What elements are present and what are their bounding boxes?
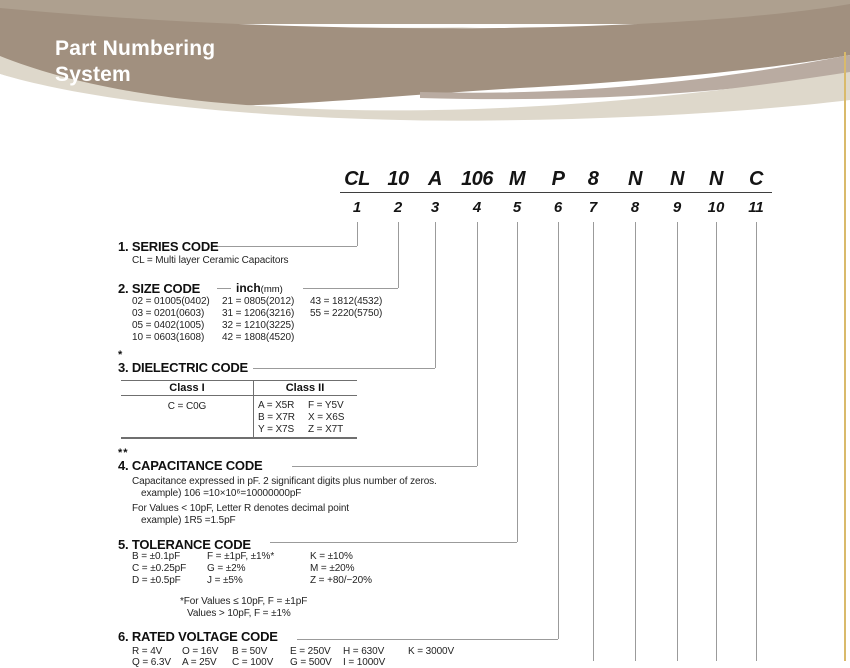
tolerance-item: K = ±10% [310, 551, 353, 562]
section-title-voltage: 6. RATED VOLTAGE CODE [118, 629, 278, 644]
position-digit-9: 9 [672, 199, 682, 216]
part-code-7: 8 [587, 168, 599, 190]
leader-vline-11 [756, 222, 757, 661]
tolerance-col3 [310, 551, 372, 587]
position-digit-7: 7 [588, 199, 598, 216]
tolerance-item: Z = +80/−20% [310, 575, 372, 586]
voltage-item: K = 3000V [408, 646, 455, 657]
size-unit-label [236, 281, 283, 295]
class2-row [253, 424, 357, 436]
leader-hline-capacitance [292, 466, 477, 467]
size-item: 02 = 01005(0402) [132, 296, 210, 307]
section-title-capacitance: 4. CAPACITANCE CODE [118, 458, 263, 473]
size-item: 21 = 0805(2012) [222, 296, 295, 307]
class2-cell: B = X7R [258, 412, 295, 423]
part-code-9: N [670, 168, 684, 190]
leader-hline-size [303, 288, 398, 289]
part-code-5: M [508, 168, 526, 190]
capacitance-line1: Capacitance expressed in pF. 2 significant digits plus number of zeros. [132, 476, 437, 487]
capacitance-footnote-marker: ** [118, 447, 129, 459]
size-col2 [222, 296, 294, 344]
voltage-item-partial: A = 25V [182, 657, 217, 668]
table-bottom-border [121, 437, 357, 439]
class1-value: C = C0G [167, 401, 207, 412]
leader-vline-6 [558, 222, 559, 639]
size-item: 31 = 1206(3216) [222, 308, 295, 319]
tolerance-col2 [207, 551, 274, 587]
size-col1 [132, 296, 210, 344]
size-col3 [310, 296, 382, 320]
page-title-line1: Part Numbering [55, 37, 216, 60]
tolerance-item: B = ±0.1pF [132, 551, 181, 562]
voltage-item: H = 630V [343, 646, 385, 657]
voltage-item-partial: G = 500V [290, 657, 332, 668]
part-code-11: C [749, 168, 763, 190]
capacitance-line2: example) 106 =10×10⁶=10000000pF [141, 488, 302, 499]
leader-dash-size [217, 288, 231, 289]
leader-vline-8 [635, 222, 636, 661]
leader-vline-7 [593, 222, 594, 661]
right-accent-rule [844, 52, 846, 661]
class2-cell: X = X6S [308, 412, 345, 423]
tolerance-item: G = ±2% [207, 563, 246, 574]
size-unit-inch: inch [236, 281, 261, 295]
part-code-6: P [551, 168, 565, 190]
tolerance-item: M = ±20% [310, 563, 355, 574]
table-header-border [121, 395, 357, 396]
position-digit-6: 6 [553, 199, 563, 216]
part-code-8: N [628, 168, 642, 190]
class2-cell: F = Y5V [308, 400, 344, 411]
class2-cell: Y = X7S [258, 424, 295, 435]
section-title-series: 1. SERIES CODE [118, 239, 219, 254]
dielectric-footnote-marker: * [118, 349, 124, 361]
voltage-item-partial: Q = 6.3V [132, 657, 171, 668]
class2-cell: A = X5R [258, 400, 295, 411]
leader-vline-2 [398, 222, 399, 288]
tolerance-item: D = ±0.5pF [132, 575, 181, 586]
tolerance-item: C = ±0.25pF [132, 563, 187, 574]
leader-hline-series [214, 246, 357, 247]
position-digit-1: 1 [352, 199, 362, 216]
part-number-underline [340, 192, 772, 193]
table-header-class2: Class II [285, 382, 325, 394]
section-title-dielectric: 3. DIELECTRIC CODE [118, 360, 249, 375]
position-digit-8: 8 [630, 199, 640, 216]
leader-vline-9 [677, 222, 678, 661]
size-unit-mm: (mm) [260, 284, 283, 295]
part-code-10: N [709, 168, 723, 190]
position-digit-10: 10 [707, 199, 725, 216]
position-digit-2: 2 [393, 199, 403, 216]
leader-vline-4 [477, 222, 478, 466]
part-code-2: 10 [387, 168, 409, 190]
series-desc: CL = Multi layer Ceramic Capacitors [132, 255, 289, 266]
tolerance-note2: Values > 10pF, F = ±1% [187, 608, 291, 619]
position-digit-4: 4 [472, 199, 482, 216]
capacitance-line3: For Values < 10pF, Letter R denotes decimal point [132, 503, 349, 514]
size-item: 32 = 1210(3225) [222, 320, 295, 331]
leader-vline-5 [517, 222, 518, 542]
page-title [55, 36, 215, 88]
table-top-border [121, 380, 357, 381]
tolerance-col1 [132, 551, 186, 587]
size-item: 10 = 0603(1608) [132, 332, 205, 343]
position-digit-11: 11 [748, 199, 764, 216]
table-header-class1: Class I [169, 382, 205, 394]
voltage-item-partial: I = 1000V [343, 657, 386, 668]
voltage-item: O = 16V [182, 646, 219, 657]
position-digit-5: 5 [512, 199, 522, 216]
leader-vline-10 [716, 222, 717, 661]
part-code-3: A [428, 168, 442, 190]
size-item: 03 = 0201(0603) [132, 308, 205, 319]
leader-hline-voltage [297, 639, 558, 640]
size-item: 55 = 2220(5750) [310, 308, 383, 319]
tolerance-item: F = ±1pF, ±1%* [207, 551, 275, 562]
wave-header [0, 0, 850, 130]
class2-values [253, 400, 357, 436]
section-title-size: 2. SIZE CODE [118, 281, 201, 296]
class2-cell: Z = X7T [308, 424, 344, 435]
class2-row [253, 400, 357, 412]
voltage-item: B = 50V [232, 646, 268, 657]
size-item: 43 = 1812(4532) [310, 296, 383, 307]
page-title-line2: System [55, 63, 131, 86]
part-code-4: 106 [461, 168, 493, 190]
leader-hline-tolerance [270, 542, 517, 543]
section-title-tolerance: 5. TOLERANCE CODE [118, 537, 251, 552]
voltage-item-partial: C = 100V [232, 657, 274, 668]
part-code-1: CL [344, 168, 370, 190]
voltage-item: R = 4V [132, 646, 163, 657]
class2-row [253, 412, 357, 424]
voltage-item: E = 250V [290, 646, 331, 657]
leader-vline-1 [357, 222, 358, 246]
size-item: 42 = 1808(4520) [222, 332, 295, 343]
tolerance-item: J = ±5% [207, 575, 243, 586]
tolerance-note1: *For Values ≤ 10pF, F = ±1pF [180, 596, 308, 607]
capacitance-line4: example) 1R5 =1.5pF [141, 515, 236, 526]
leader-hline-dielectric [253, 368, 435, 369]
size-item: 05 = 0402(1005) [132, 320, 205, 331]
position-digit-3: 3 [430, 199, 440, 216]
leader-vline-3 [435, 222, 436, 368]
